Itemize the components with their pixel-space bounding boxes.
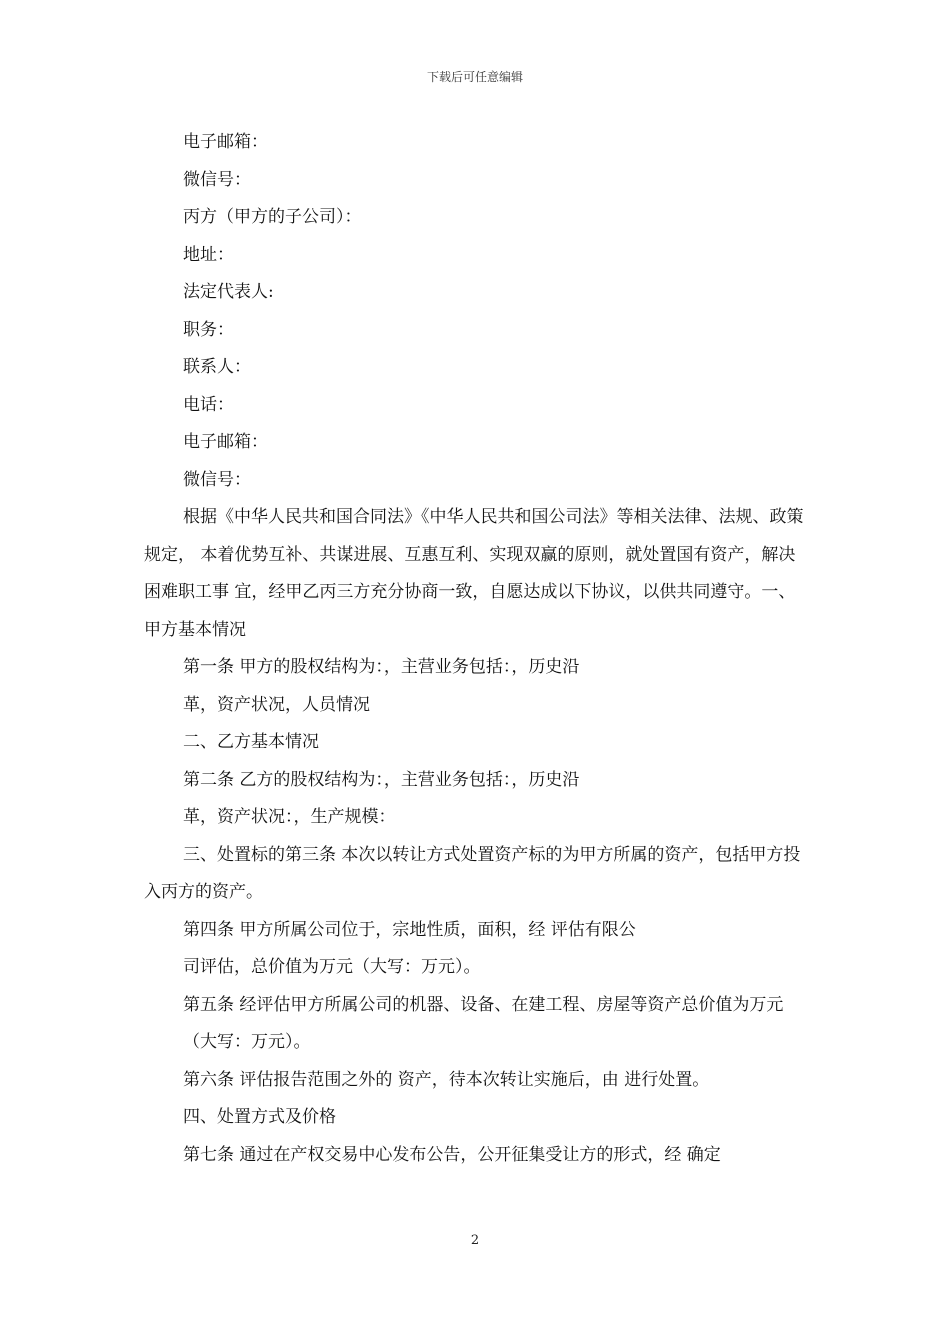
article-4-cont: 司评估，总价值为万元（大写：万元）。 [183,957,481,977]
section-4-heading: 四、处置方式及价格 [183,1107,336,1127]
article-4: 第四条 甲方所属公司位于，宗地性质，面积，经 评估有限公 [183,919,636,940]
article-3-paragraph: 三、处置标的第三条 本次以转让方式处置资产标的为甲方所属的资产，包括甲方投入丙方的资产。 [144,844,801,902]
article-5-paragraph: 第五条 经评估甲方所属公司的机器、设备、在建工程、房屋等资产总价值为万元 [183,994,784,1015]
section-2-heading: 二、乙方基本情况 [183,732,319,752]
email-label: 电子邮箱： [183,132,268,152]
document-body [144,124,806,1174]
wechat-label-2: 微信号： [183,469,251,490]
article-6: 第六条 评估报告范围之外的 资产，待本次转让实施后，由 进行处置。 [183,1069,710,1090]
wechat-label: 微信号： [183,169,251,190]
party-c-label: 丙方（甲方的子公司）： [183,207,362,227]
preamble-paragraph: 根据《中华人民共和国合同法》《中华人民共和国公司法》等相关法律、法规、政策规定， 本着优势互补、共谋进展、互惠互利、实现双赢的原则，就处置国有资产，解决困难职工事 宜，经甲乙丙三方充分协商一致，自愿达成以下协议，以供共同遵守。一、甲方基本情况 [144,507,804,640]
page-header: 下载后可任意编辑 [426,70,523,84]
article-2: 第二条 乙方的股权结构为：，主营业务包括：，历史沿 [183,769,580,790]
position-label: 职务： [183,319,234,340]
article-1: 第一条 甲方的股权结构为：，主营业务包括：，历史沿 [183,657,580,677]
page-number: 2 [470,1233,480,1248]
article-2-cont: 革，资产状况：，生产规模： [183,807,396,827]
legal-rep-label: 法定代表人: [183,282,274,302]
address-label: 地址： [183,244,234,265]
phone-label: 电话： [183,394,234,415]
article-1-cont: 革，资产状况，人员情况 [183,694,370,715]
email-label-2: 电子邮箱： [183,432,268,452]
article-5-cont: （大写：万元）。 [183,1032,311,1052]
contact-label: 联系人： [183,357,251,377]
article-7: 第七条 通过在产权交易中心发布公告，公开征集受让方的形式，经 确定 [183,1144,721,1165]
